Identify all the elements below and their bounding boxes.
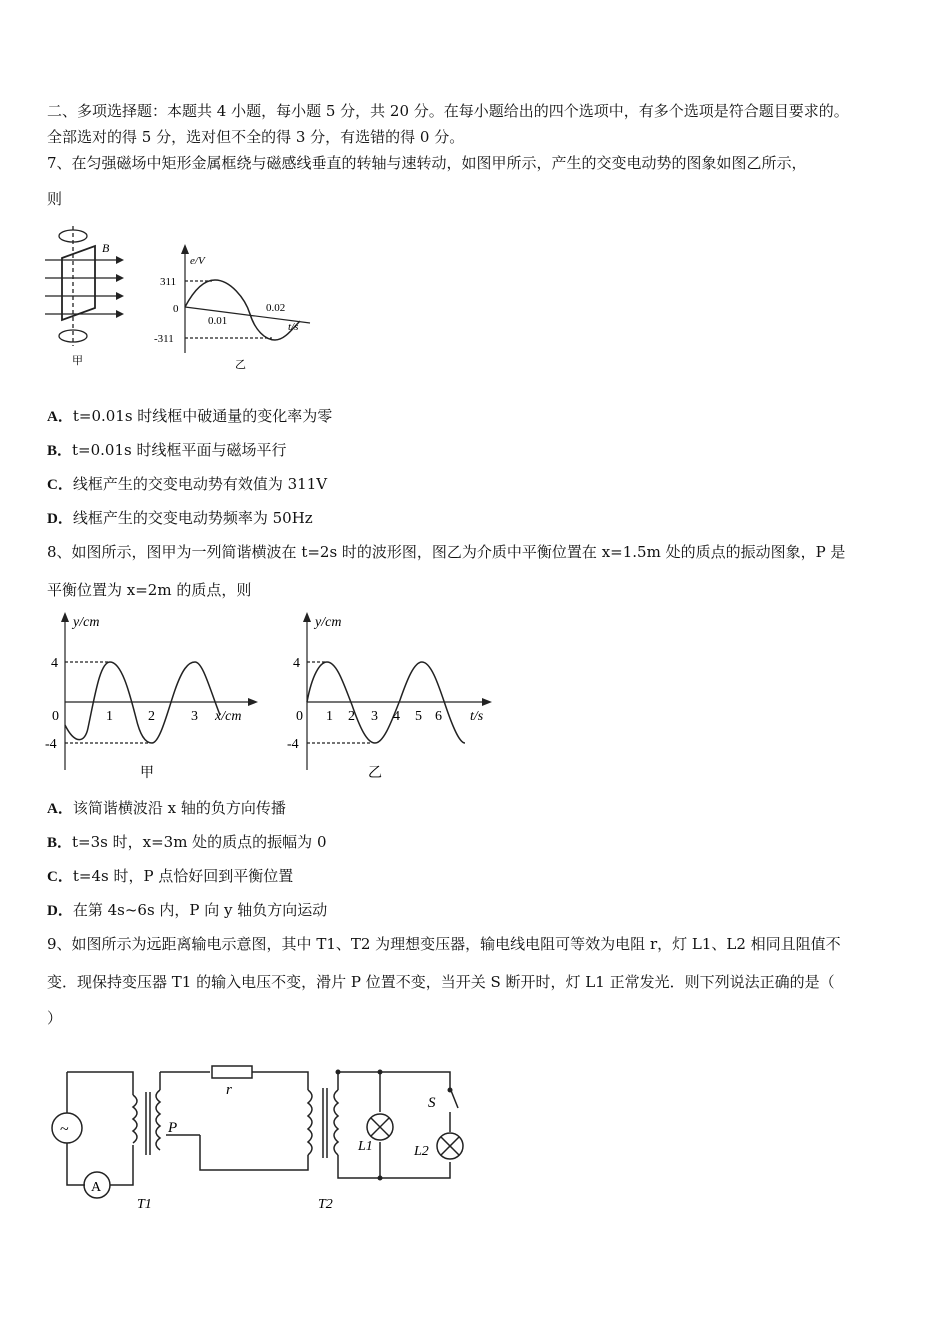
- tick-2: 2: [348, 709, 355, 724]
- tick-1: 1: [106, 709, 113, 724]
- ammeter-label: A: [91, 1180, 102, 1195]
- q8-option-b[interactable]: B．t=3s 时，x=3m 处的质点的振幅为 0: [47, 833, 327, 851]
- ac-symbol: ~: [60, 1121, 69, 1138]
- q7-stem-line1: 7、在匀强磁场中矩形金属框绕与磁感线垂直的转轴与速转动，如图甲所示，产生的交变电动势的图象如图乙所示，: [47, 154, 807, 172]
- q8-wave-graph: [40, 610, 260, 785]
- tick-4: 4: [51, 656, 58, 671]
- y-axis-label: y/cm: [73, 615, 100, 630]
- q7-emf-graph: [150, 218, 320, 373]
- tick-0: 0: [52, 709, 59, 724]
- tick-neg4: -4: [45, 737, 57, 752]
- q8-vibration-graph: [282, 610, 497, 785]
- q7-option-c[interactable]: C．线框产生的交变电动势有效值为 311V: [47, 475, 328, 493]
- q7-label-yi: 乙: [235, 359, 246, 371]
- q8-stem-line2: 平衡位置为 x=2m 的质点，则: [47, 581, 252, 599]
- resistor-label: r: [226, 1082, 232, 1098]
- q8-option-a[interactable]: A．该简谐横波沿 x 轴的负方向传播: [47, 799, 286, 817]
- q7-label-jia: 甲: [72, 355, 83, 367]
- t1-primary-coil: [133, 1095, 137, 1143]
- resistor-r: [212, 1066, 252, 1078]
- section-heading-line1: 二、多项选择题：本题共 4 小题，每小题 5 分，共 20 分。在每小题给出的四个选项中，有多个选项是符合题目要求的。: [47, 102, 849, 120]
- tick-2: 2: [148, 709, 155, 724]
- q7-option-a[interactable]: A．t=0.01s 时线框中破通量的变化率为零: [47, 407, 333, 425]
- b-label: B: [102, 241, 110, 255]
- y-axis-label: y/cm: [315, 615, 342, 630]
- tick-4t: 4: [393, 709, 400, 724]
- t-axis-label: t/s: [470, 709, 484, 724]
- t2-secondary-coil: [334, 1090, 338, 1155]
- tick-3: 3: [371, 709, 378, 724]
- tick-311: 311: [160, 276, 177, 288]
- tick-0-01: 0.01: [208, 315, 228, 327]
- q7-stem-line2: 则: [47, 190, 63, 208]
- t-axis-label: t/s: [288, 321, 299, 333]
- coil-frame: [62, 246, 95, 320]
- l1-label: L1: [358, 1139, 373, 1154]
- e-axis-label: e/V: [190, 255, 205, 267]
- tick-0: 0: [173, 303, 179, 315]
- tick-6: 6: [435, 709, 442, 724]
- l2-label: L2: [414, 1144, 429, 1159]
- t1-secondary-coil: [156, 1090, 160, 1150]
- q8-stem-line1: 8、如图所示，图甲为一列简谐横波在 t=2s 时的波形图，图乙为介质中平衡位置在 x=1.5m 处的质点的振动图象，P 是: [47, 543, 846, 561]
- tick-neg4: -4: [287, 737, 299, 752]
- tick-1: 1: [326, 709, 333, 724]
- tick-3: 3: [191, 709, 198, 724]
- q9-stem-line3: ）: [47, 1009, 63, 1027]
- x-axis-label: x/cm: [215, 709, 242, 724]
- q9-circuit-diagram: [40, 1050, 480, 1220]
- q8-label-jia: 甲: [140, 766, 154, 781]
- q7-option-d[interactable]: D．线框产生的交变电动势频率为 50Hz: [47, 509, 313, 527]
- slider-label: P: [168, 1120, 178, 1136]
- tick-neg311: -311: [154, 333, 174, 345]
- switch-label: S: [428, 1095, 436, 1111]
- q8-option-c[interactable]: C．t=4s 时，P 点恰好回到平衡位置: [47, 867, 294, 885]
- q7-option-b[interactable]: B．t=0.01s 时线框平面与磁场平行: [47, 441, 287, 459]
- t1-label: T1: [137, 1197, 152, 1212]
- q9-stem-line1: 9、如图所示为远距离输电示意图，其中 T1、T2 为理想变压器，输电线电阻可等效为电阻 r，灯 L1、L2 相同且阻值不: [47, 935, 841, 953]
- tick-5: 5: [415, 709, 422, 724]
- t2-label: T2: [318, 1197, 333, 1212]
- q9-stem-line2: 变．现保持变压器 T1 的输入电压不变，滑片 P 位置不变，当开关 S 断开时，灯 L1 正常发光．则下列说法正确的是（: [47, 973, 835, 991]
- q8-option-d[interactable]: D．在第 4s~6s 内，P 向 y 轴负方向运动: [47, 901, 328, 919]
- q8-label-yi: 乙: [368, 766, 382, 781]
- section-heading-line2: 全部选对的得 5 分，选对但不全的得 3 分，有选错的得 0 分。: [47, 128, 465, 146]
- tick-0-02: 0.02: [266, 302, 286, 314]
- tick-4: 4: [293, 656, 300, 671]
- tick-0: 0: [296, 709, 303, 724]
- t2-primary-coil: [308, 1090, 312, 1155]
